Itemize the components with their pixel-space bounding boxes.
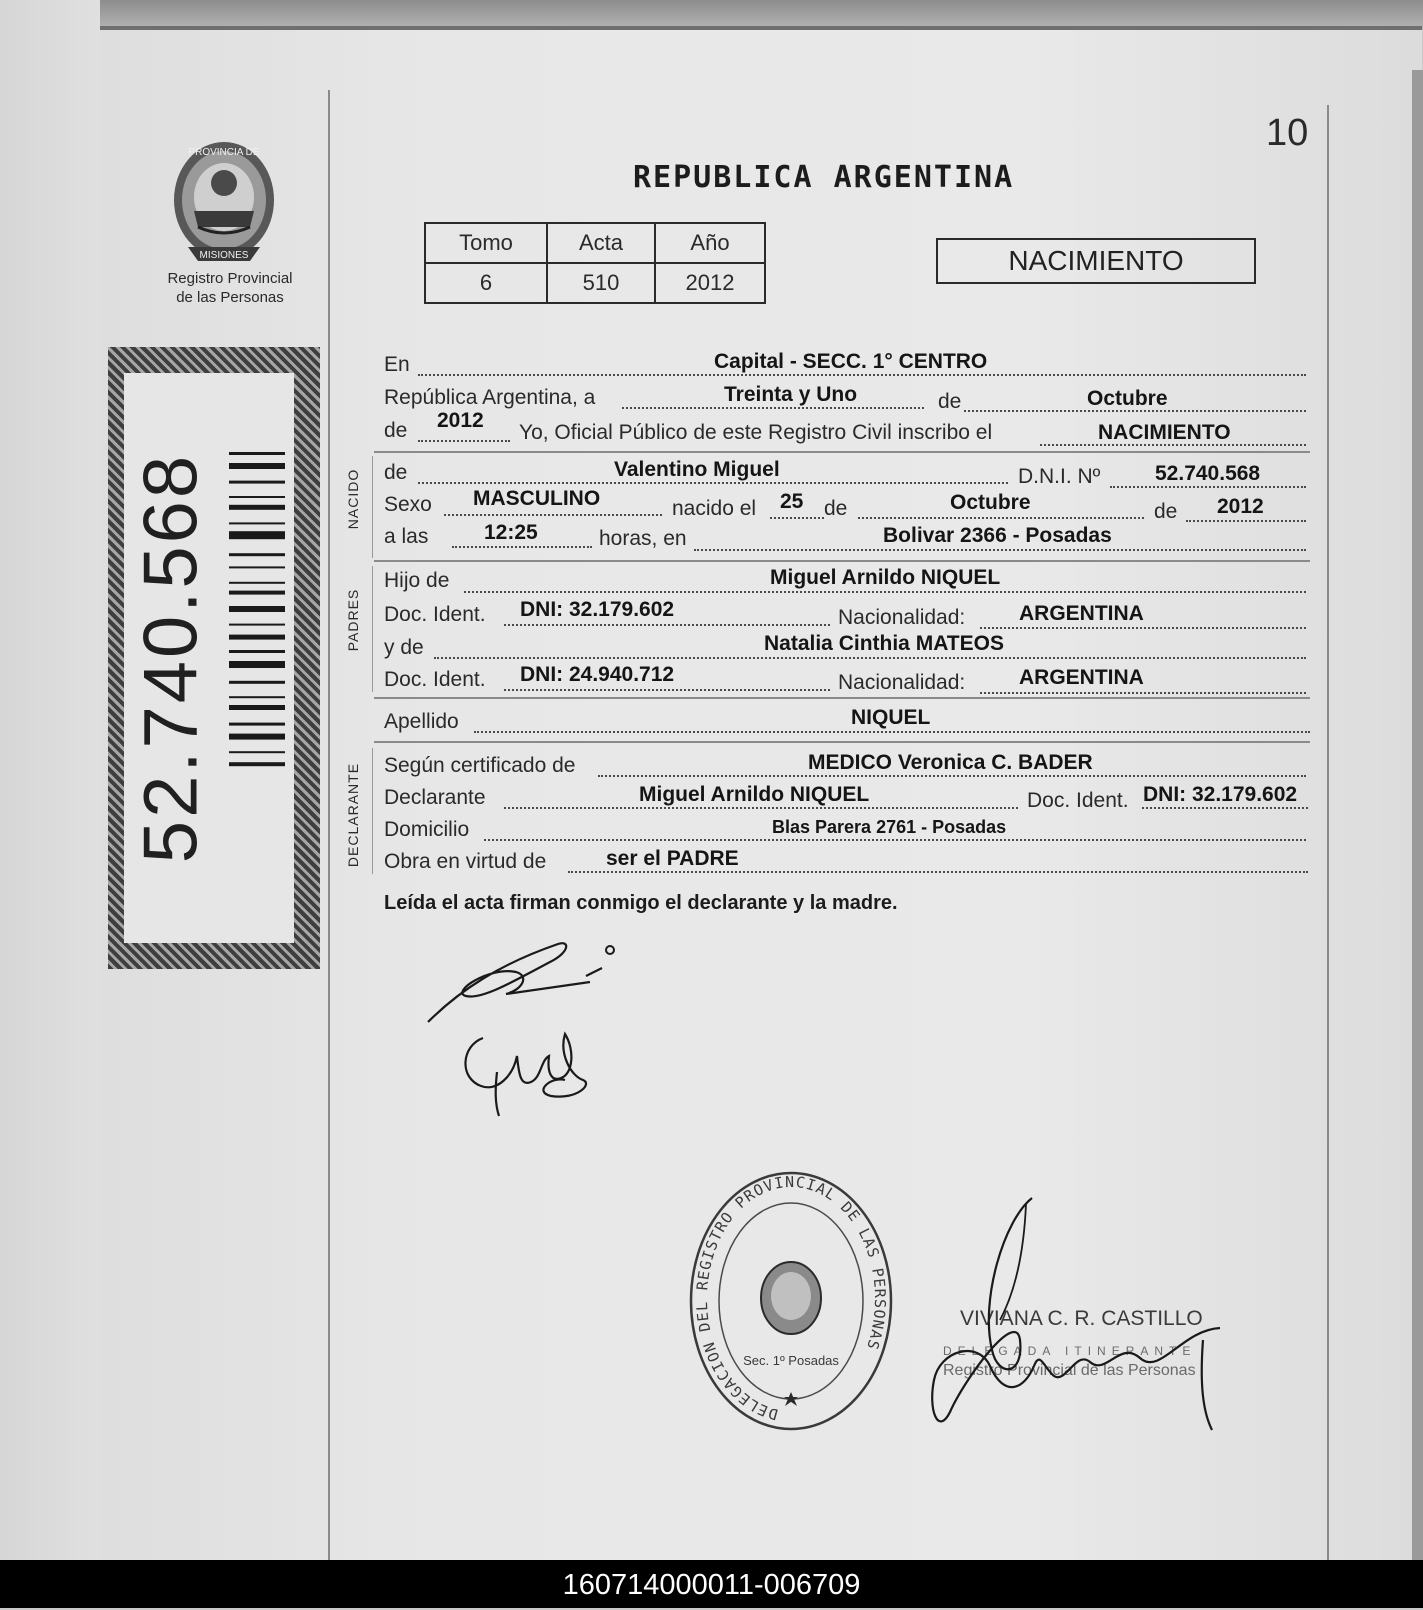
- mother-signature: [455, 1020, 605, 1120]
- tomo-value: 6: [425, 263, 547, 303]
- mother-nacionalidad-label: Nacionalidad:: [838, 671, 966, 694]
- section-divider: [374, 697, 1310, 699]
- dotted-line: [418, 440, 510, 442]
- segun-certificado-label: Según certificado de: [384, 754, 576, 777]
- margin-rule: [328, 90, 330, 1560]
- section-divider: [374, 451, 1310, 453]
- barcode-number: 52.740.568: [128, 452, 214, 864]
- obra-label: Obra en virtud de: [384, 850, 547, 873]
- father-nacionalidad: ARGENTINA: [1019, 602, 1144, 625]
- dotted-line: [474, 731, 1310, 733]
- dotted-line: [418, 374, 1306, 376]
- section-bracket: [372, 456, 373, 558]
- birth-hour: 12:25: [484, 521, 538, 544]
- dotted-line: [1110, 486, 1306, 488]
- declarant-signature: [420, 930, 620, 1030]
- republica-label: República Argentina, a: [384, 386, 596, 409]
- dotted-line: [694, 549, 1306, 551]
- child-dni: 52.740.568: [1155, 462, 1261, 485]
- obra-value: ser el PADRE: [606, 847, 739, 870]
- horas-en-label: horas, en: [599, 527, 687, 550]
- sexo-label: Sexo: [384, 493, 432, 516]
- apellido-value: NIQUEL: [851, 706, 931, 729]
- dotted-line: [418, 482, 1008, 484]
- padres-section-label: PADRES: [345, 588, 361, 652]
- official-stamp: [688, 1170, 894, 1432]
- svg-text:DELEGACION DEL REGISTRO PROVIN: DELEGACION DEL REGISTRO PROVINCIAL DE LAS PERSONAS: [692, 1172, 890, 1424]
- closing-statement: Leída el acta firman conmigo el declarante y la madre.: [384, 892, 898, 914]
- dotted-line: [858, 517, 1144, 519]
- right-margin-rule: [1327, 105, 1329, 1560]
- acta-table: [424, 222, 766, 304]
- dotted-line: [980, 692, 1306, 694]
- mother-doc-label: Doc. Ident.: [384, 668, 486, 691]
- mother-nacionalidad: ARGENTINA: [1019, 666, 1144, 689]
- dotted-line: [452, 546, 592, 548]
- dotted-line: [622, 407, 924, 409]
- domicilio-value: Blas Parera 2761 - Posadas: [772, 817, 1007, 837]
- father-nacionalidad-label: Nacionalidad:: [838, 606, 966, 629]
- nacido-el-label: nacido el: [672, 497, 757, 520]
- dotted-line: [1142, 807, 1308, 809]
- en-label: En: [384, 353, 410, 376]
- dni-label: D.N.I. Nº: [1018, 465, 1101, 488]
- province-crest-seal: [168, 135, 280, 265]
- svg-text:MISIONES: MISIONES: [199, 250, 249, 261]
- page-number: 10: [1266, 112, 1309, 154]
- birth-de-label: de: [824, 497, 848, 520]
- birth-place: Bolivar 2366 - Posadas: [883, 524, 1112, 547]
- declarante-label: Declarante: [384, 786, 486, 809]
- dotted-line: [1186, 520, 1306, 522]
- hijo-de-label: Hijo de: [384, 569, 450, 592]
- registry-name-line1: Registro Provincial: [167, 270, 293, 287]
- certificado-value: MEDICO Veronica C. BADER: [808, 751, 1093, 774]
- dotted-line: [568, 871, 1308, 873]
- declarante-name: Miguel Arnildo NIQUEL: [639, 783, 870, 806]
- official-signature: [920, 1190, 1230, 1440]
- dotted-line: [598, 775, 1306, 777]
- dotted-line: [464, 591, 1306, 593]
- year-value: 2012: [437, 409, 484, 432]
- mother-name: Natalia Cinthia MATEOS: [764, 632, 1004, 655]
- child-name: Valentino Miguel: [614, 458, 780, 481]
- declarante-doc: DNI: 32.179.602: [1143, 783, 1298, 806]
- day-words: Treinta y Uno: [724, 383, 858, 406]
- dotted-line: [444, 514, 662, 516]
- official-role: DELEGADA ITINERANTE: [943, 1344, 1197, 1358]
- de-label-2: de: [384, 419, 408, 442]
- dotted-line: [504, 689, 830, 691]
- dotted-line: [504, 624, 830, 626]
- father-doc: DNI: 32.179.602: [520, 598, 675, 621]
- dotted-line: [770, 517, 824, 519]
- acta-value: 510: [547, 263, 655, 303]
- section-bracket: [372, 748, 373, 874]
- section-bracket: [372, 566, 373, 692]
- official-organization: Registro Provincial de las Personas: [943, 1362, 1196, 1379]
- dotted-line: [980, 627, 1306, 629]
- section-divider: [374, 560, 1310, 562]
- document-title: REPUBLICA ARGENTINA: [633, 160, 1015, 195]
- right-page-edge: [1412, 70, 1423, 1560]
- registry-name-line2: de las Personas: [176, 289, 284, 306]
- declarante-section-label: DECLARANTE: [345, 762, 361, 868]
- birth-day: 25: [780, 490, 804, 513]
- nacido-de-label: de: [384, 461, 408, 484]
- anio-value: 2012: [655, 263, 765, 303]
- svg-text:Sec. 1º Posadas: Sec. 1º Posadas: [743, 1353, 839, 1368]
- barcode-bars: [229, 452, 285, 874]
- inscribe-value: NACIMIENTO: [1098, 421, 1231, 444]
- dotted-line: [434, 657, 1306, 659]
- svg-text:PROVINCIA DE: PROVINCIA DE: [188, 147, 260, 158]
- de-label: de: [938, 390, 962, 413]
- section-divider: [374, 741, 1310, 743]
- y-de-label: y de: [384, 636, 424, 659]
- official-name: VIVIANA C. R. CASTILLO: [960, 1307, 1203, 1330]
- father-doc-label: Doc. Ident.: [384, 603, 486, 626]
- document-footer-code: 160714000011-006709: [0, 1560, 1423, 1608]
- birth-de-label-2: de: [1154, 500, 1178, 523]
- dotted-line: [484, 839, 1306, 841]
- sexo-value: MASCULINO: [473, 487, 601, 510]
- declarante-doc-label: Doc. Ident.: [1027, 789, 1129, 812]
- tomo-header: Tomo: [425, 223, 547, 263]
- nacido-section-label: NACIDO: [345, 468, 361, 530]
- birth-year: 2012: [1217, 495, 1264, 518]
- left-page-edge: [0, 0, 112, 1560]
- mother-doc: DNI: 24.940.712: [520, 663, 675, 686]
- father-name: Miguel Arnildo NIQUEL: [770, 566, 1001, 589]
- apellido-label: Apellido: [384, 710, 459, 733]
- month-value: Octubre: [1087, 387, 1168, 410]
- alas-label: a las: [384, 525, 429, 548]
- domicilio-label: Domicilio: [384, 818, 470, 841]
- en-value: Capital - SECC. 1° CENTRO: [714, 350, 988, 373]
- dotted-line: [504, 807, 1018, 809]
- birth-month: Octubre: [950, 491, 1031, 514]
- record-type-box: NACIMIENTO: [936, 238, 1256, 284]
- anio-header: Año: [655, 223, 765, 263]
- oficial-text: Yo, Oficial Público de este Registro Civil inscribo el: [519, 421, 993, 444]
- acta-header: Acta: [547, 223, 655, 263]
